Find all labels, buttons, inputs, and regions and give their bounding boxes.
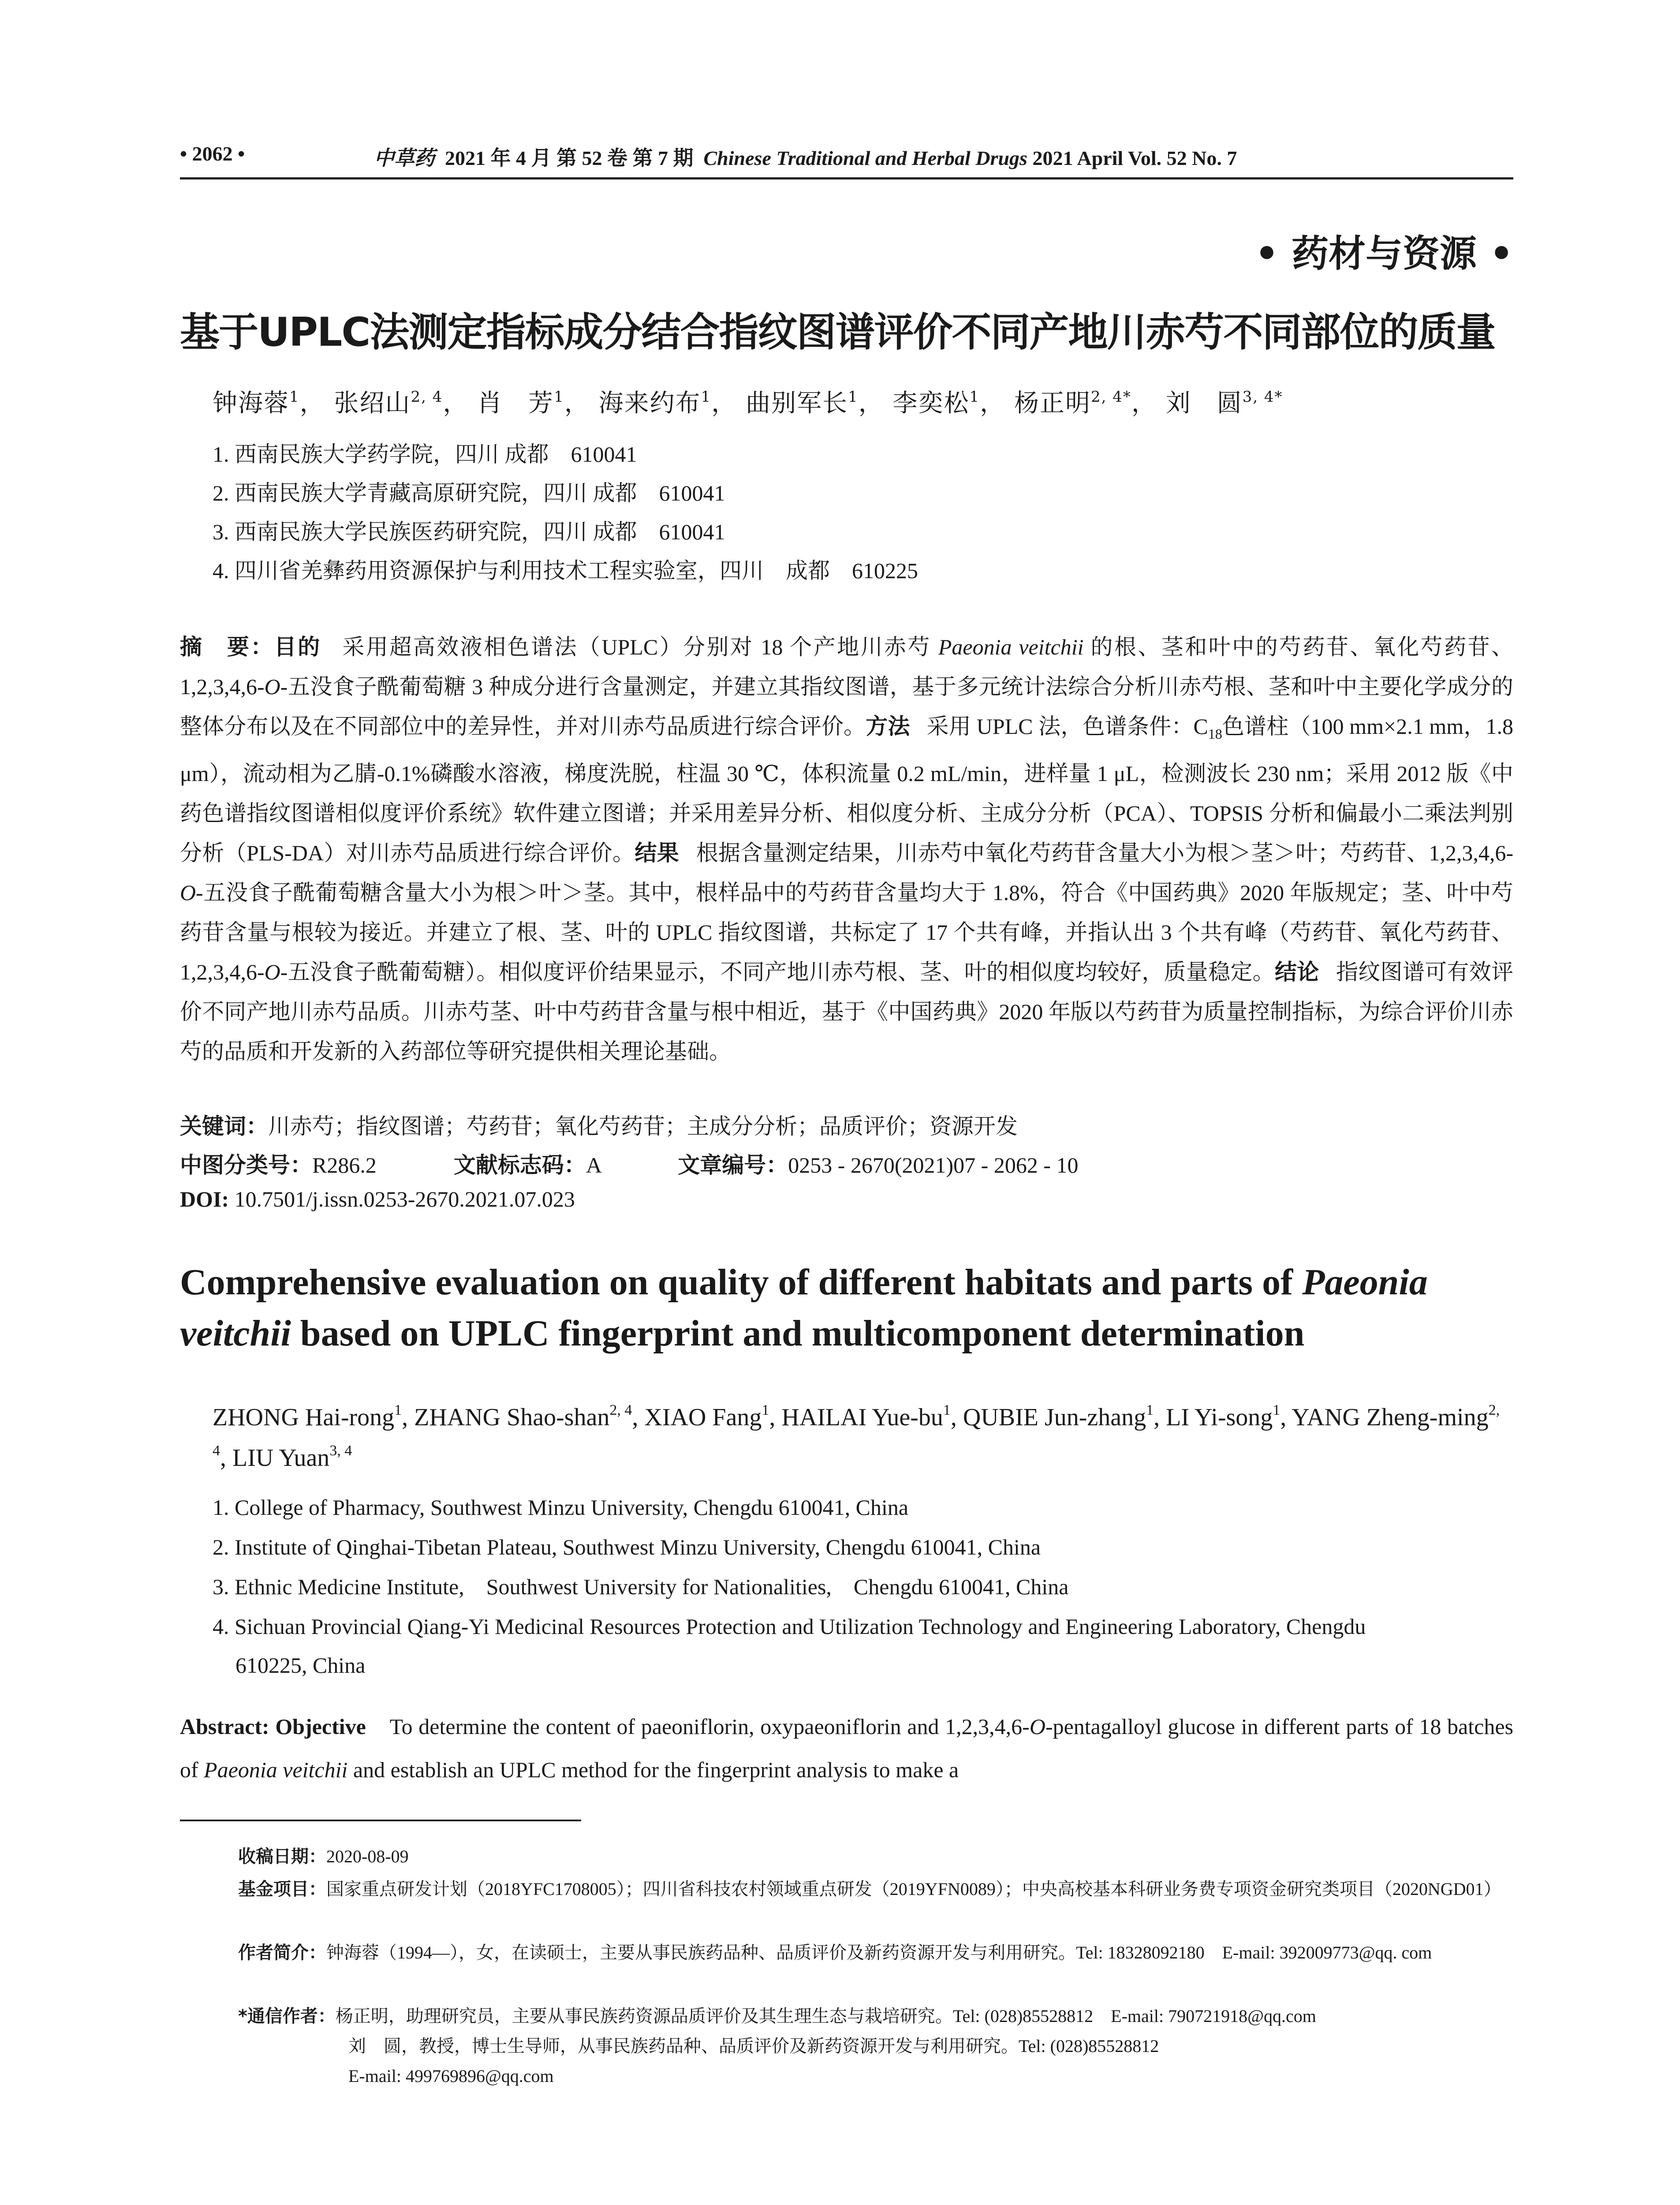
abstract-text: 色谱柱（100 mm×2.1 mm，1.8 μm），流动相为乙腈-0.1%磷酸水溶液，梯度洗脱，柱温 30 ℃，体积流量 0.2 mL/min，进样量 1 μL，检测波长 230 nm；采用 2012 版《中药色谱指纹图谱相似度评价系统》软件建立图谱；并采用差异分析、相似度分析、主成分分析（PCA）、TOPSIS 分析和偏最小二乘法判别分析（PLS-DA）对川赤芍品质进行综合评价。	[180, 714, 1514, 865]
affiliation-text: 4. Sichuan Provincial Qiang-Yi Medicinal Resources Protection and Utilization Technology and Engineering Laboratory, Chengdu	[213, 1614, 1366, 1639]
author-affiliation-mark: 1	[394, 1402, 402, 1418]
page-number: • 2062 •	[180, 142, 245, 165]
footnote-received	[238, 1842, 1513, 1872]
abstract-cn	[180, 627, 1513, 1071]
abstract-text: O	[264, 674, 280, 699]
author-name: 海来约布	[598, 389, 701, 418]
abstract-text: 18	[1208, 726, 1222, 742]
abstract-text: -五没食子酰葡萄糖含量大小为根＞叶＞茎。其中，根样品中的芍药苷含量均大于 1.8%，符合《中国药典》2020 年版规定；茎、叶中芍药苷含量与根较为接近。并建立了根、茎、叶的 UPLC 指纹图谱，共标定了 17 个共有峰，并指认出 3 个共有峰（芍药苷、氧化芍药苷、1,2,3,4,6-	[180, 880, 1513, 984]
abstract-en	[180, 1705, 1513, 1791]
abstract-en-label: Abstract: Objective	[180, 1714, 366, 1739]
affiliation-en	[213, 1607, 1513, 1685]
author-name: ZHANG Shao-shan	[414, 1404, 610, 1431]
species-name: Paeonia	[1302, 1262, 1428, 1303]
issue-cn: 2021 年 4 月 第 52 卷 第 7 期	[445, 147, 694, 169]
clc-label: 中图分类号：	[180, 1152, 312, 1178]
author-affiliation-mark: 2, 4*	[1090, 388, 1131, 406]
doi-value[interactable]: 10.7501/j.issn.0253-2670.2021.07.023	[234, 1187, 575, 1211]
footnote-text: 2020-08-09	[326, 1846, 409, 1866]
abstract-text: -五没食子酰葡萄糖）。相似度评价结果显示，不同产地川赤芍根、茎、叶的相似度均较好，质量稳定。	[280, 960, 1275, 984]
affiliation-cn: 1. 西南民族大学药学院，四川 成都 610041	[213, 442, 637, 467]
abstract-text: and establish an UPLC method for the fingerprint analysis to make a	[353, 1757, 959, 1782]
title-text: based on UPLC fingerprint and multicomponent determination	[300, 1313, 1305, 1354]
author-name: 杨正明	[1014, 389, 1091, 418]
author-name: HAILAI Yue-bu	[781, 1404, 943, 1431]
footnote-text: E-mail: 499769896@qq.com	[348, 2066, 554, 2086]
author-affiliation-mark: 1	[1273, 1402, 1281, 1418]
objective-label: 目的	[274, 634, 321, 660]
author-name: LI Yi-song	[1166, 1404, 1273, 1431]
author-affiliation-mark: 1	[848, 388, 859, 406]
author-name: 张绍山	[334, 389, 411, 418]
author-affiliation-mark: 2, 4	[411, 388, 443, 406]
article-number-label: 文章编号：	[678, 1152, 788, 1178]
author-name: QUBIE Jun-zhang	[963, 1404, 1146, 1431]
abstract-label: 摘 要：	[180, 634, 274, 660]
author-affiliation-mark: 2, 4	[213, 1402, 1500, 1459]
paper-title-cn: 基于UPLC法测定指标成分结合指纹图谱评价不同产地川赤芍不同部位的质量	[180, 309, 1495, 355]
author-list-en: ZHONG Hai-rong$^1$, ZHANG Shao-shan$^{2, 4}$, XIAO Fang$^1$, HAILAI Yue-$bu^1$, QUBIE Jun-zhang$^1$, LI Yi-song$^1$, YANG Zheng-ming$^{2, 4}$, LIU Yuan$^{3, 4}$	[213, 1402, 1500, 1472]
footnote-label: 收稿日期：	[238, 1846, 326, 1867]
abstract-text: 的根、茎和叶中的芍药苷、氧化芍药苷、1,2,3,4,6-	[180, 635, 1514, 699]
author-affiliation-mark: 1	[762, 1402, 769, 1418]
author-list-cn: 钟海蓉$^1$， 张绍山$^{2, 4}$， 肖 芳$^1$， 海来约布$^1$， 曲别军长$^1$， 李奕松$^1$， 杨正明$^{2, 4*}$， 刘 圆$^{3, 4*}$	[213, 388, 1283, 418]
keywords-label: 关键词：	[180, 1114, 268, 1139]
author-affiliation-mark: 1	[1146, 1402, 1154, 1418]
author-affiliation-mark: 1	[554, 388, 564, 406]
abstract-text: 采用超高效液相色谱法（UPLC）分别对 18 个产地川赤芍	[342, 635, 931, 659]
author-affiliation-mark: 1	[701, 388, 712, 406]
author-name: YANG Zheng-ming	[1292, 1404, 1489, 1431]
species-name: veitchii	[180, 1313, 291, 1354]
abstract-text: 采用 UPLC 法，色谱条件：C	[926, 714, 1208, 739]
abstract-text: O	[1029, 1714, 1045, 1739]
paper-title-en	[180, 1257, 1513, 1359]
author-name: 钟海蓉	[213, 389, 289, 418]
author-name: LIU Yuan	[232, 1444, 330, 1472]
affiliation-cn: 4. 四川省羌彝药用资源保护与利用技术工程实验室，四川 成都 610225	[213, 558, 918, 583]
footnote-label: 作者简介：	[238, 1943, 326, 1963]
issue-en: 2021 April Vol. 52 No. 7	[1032, 147, 1237, 169]
affiliation-en: 2. Institute of Qinghai-Tibetan Plateau, Southwest Minzu University, Chengdu 610041, China	[213, 1535, 1041, 1559]
author-name: XIAO Fang	[644, 1404, 762, 1431]
author-name: 李奕松	[892, 389, 970, 418]
running-header	[374, 142, 1237, 171]
author-affiliation-mark: 3, 4*	[1242, 388, 1283, 406]
header-rule	[180, 177, 1513, 179]
abstract-text: O	[180, 880, 196, 905]
author-name: 曲别军长	[746, 389, 848, 418]
footnote-corresponding	[238, 2001, 1513, 2091]
author-name: ZHONG Hai-rong	[213, 1404, 395, 1431]
abstract-text: 指纹图谱可有效评价不同产地川赤芍品质。川赤芍茎、叶中芍药苷含量与根中相近，基于《中国药典》2020 年版以芍药苷为质量控制指标，为综合评价川赤芍的品质和开发新的入药部位等研究提供相关理论基础。	[180, 960, 1514, 1064]
author-affiliation-mark: 1	[943, 1402, 951, 1418]
author-affiliation-mark: 1	[969, 388, 980, 406]
author-affiliation-mark: 3, 4	[329, 1443, 352, 1459]
section-heading: • 药材与资源 •	[1255, 232, 1513, 275]
document-code-label: 文献标志码：	[453, 1152, 586, 1178]
affiliation-en: 3. Ethnic Medicine Institute, Southwest University for Nationalities, Chengdu 610041, China	[213, 1574, 1069, 1599]
abstract-text: -pentagalloyl glucose in different parts of 18 batches of	[180, 1714, 1513, 1782]
journal-name-cn: 中草药	[374, 146, 435, 170]
footnote-rule	[180, 1820, 581, 1821]
species-name: Paeonia veitchii	[938, 635, 1084, 659]
author-name: 肖 芳	[477, 389, 554, 418]
journal-name-en: Chinese Traditional and Herbal Drugs	[703, 147, 1027, 169]
title-text: Comprehensive evaluation on quality of different habitats and parts of	[180, 1262, 1293, 1303]
affiliation-text: 610225, China	[235, 1653, 366, 1678]
footnote-fund	[238, 1874, 1513, 1904]
conclusion-label: 结论	[1274, 959, 1319, 985]
result-label: 结果	[635, 840, 679, 866]
footnote-author-bio	[238, 1938, 1513, 1968]
affiliation-cn: 2. 西南民族大学青藏高原研究院，四川 成都 610041	[213, 481, 725, 505]
method-label: 方法	[866, 714, 910, 739]
abstract-text: 根据含量测定结果，川赤芍中氧化芍药苷含量大小为根＞茎＞叶；芍药苷、1,2,3,4,6-	[696, 841, 1514, 865]
abstract-text: -五没食子酰葡萄糖 3 种成分进行含量测定，并建立其指纹图谱，基于多元统计法综合分析川赤芍根、茎和叶中主要化学成分的整体分布以及在不同部位中的差异性，并对川赤芍品质进行综合评价。	[180, 674, 1513, 739]
affiliation-cn: 3. 西南民族大学民族医药研究院，四川 成都 610041	[213, 519, 725, 544]
footnote-text: 钟海蓉（1994—），女，在读硕士，主要从事民族药品种、品质评价及新药资源开发与利用研究。Tel: 18328092180 E-mail: 392009773@qq. com	[326, 1943, 1432, 1962]
doi-label: DOI:	[180, 1187, 229, 1211]
footnote-text: 刘 圆，教授，博士生导师，从事民族药品种、品质评价及新药资源开发与利用研究。Tel: (028)85528812	[348, 2036, 1159, 2056]
footnote-text: 杨正明，助理研究员，主要从事民族药资源品质评价及其生理生态与栽培研究。Tel: (028)85528812 E-mail: 790721918@qq.com	[335, 2006, 1316, 2026]
keywords-value: 川赤芍；指纹图谱；芍药苷；氧化芍药苷；主成分分析；品质评价；资源开发	[268, 1114, 1018, 1139]
author-affiliation-mark: 1	[289, 388, 300, 406]
species-name: Paeonia veitchii	[204, 1757, 348, 1782]
classification-line	[180, 1147, 1078, 1179]
document-code-value: A	[586, 1153, 601, 1177]
footnote-text: 国家重点研发计划（2018YFC1708005）；四川省科技农村领域重点研发（2019YFN0089）；中央高校基本科研业务费专项资金研究类项目（2020NGD01）	[326, 1879, 1501, 1899]
footnote-label: *通信作者：	[238, 2006, 336, 2026]
author-affiliation-mark: 2, 4	[609, 1402, 632, 1418]
clc-value: R286.2	[312, 1153, 377, 1177]
doi-line	[180, 1186, 575, 1212]
keywords	[180, 1109, 1018, 1140]
author-name: 刘 圆	[1165, 389, 1243, 418]
footnote-label: 基金项目：	[238, 1879, 326, 1899]
abstract-text: O	[264, 960, 280, 984]
affiliation-en: 1. College of Pharmacy, Southwest Minzu University, Chengdu 610041, China	[213, 1495, 909, 1520]
article-number-value: 0253 - 2670(2021)07 - 2062 - 10	[788, 1153, 1079, 1177]
abstract-text: To determine the content of paeoniflorin, oxypaeoniflorin and 1,2,3,4,6-	[389, 1714, 1030, 1739]
